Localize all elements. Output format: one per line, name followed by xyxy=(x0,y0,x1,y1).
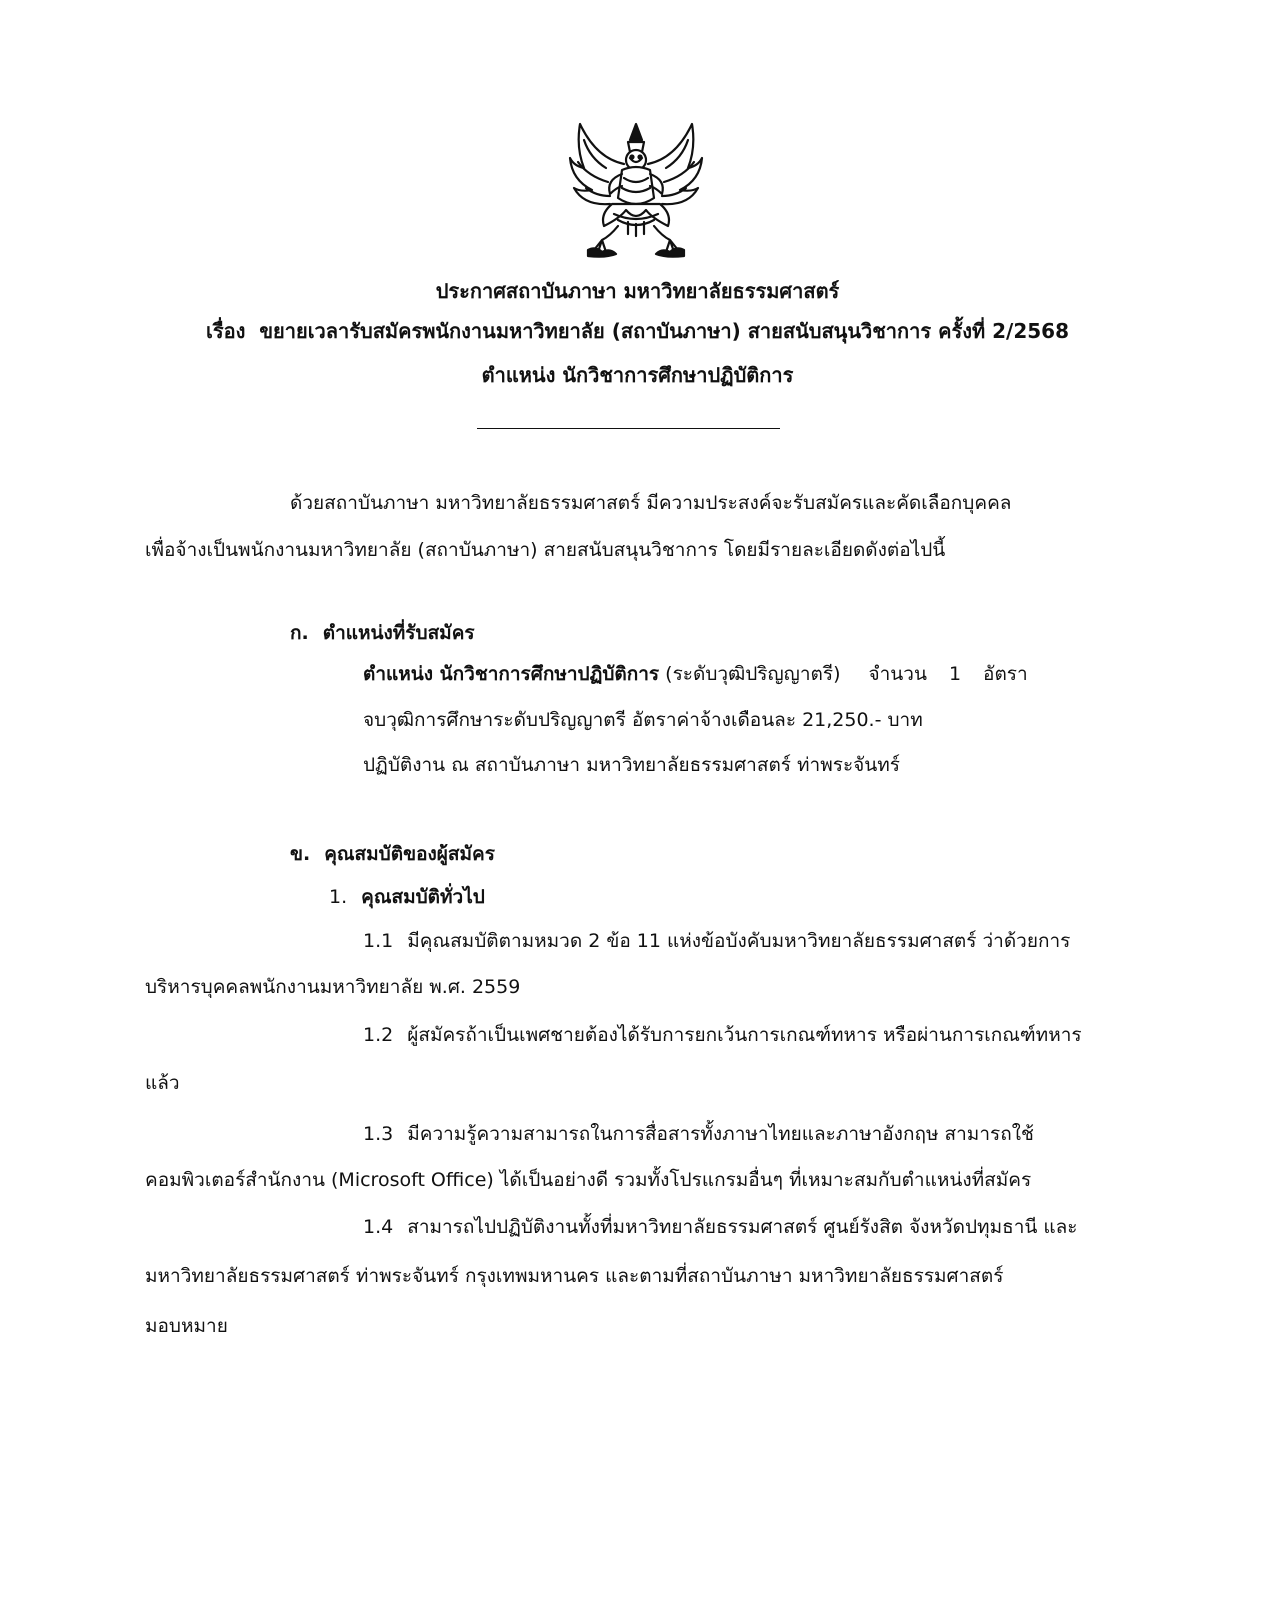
title-underline xyxy=(477,428,780,429)
section-a-education: จบวุฒิการศึกษาระดับปริญญาตรี อัตราค่าจ้างเดือนละ 21,250.- บาท xyxy=(363,709,923,731)
item-text: มีความรู้ความสามารถในการสื่อสารทั้งภาษาไทยและภาษาอังกฤษ สามารถใช้ xyxy=(407,1123,1034,1145)
item-text: ผู้สมัครถ้าเป็นเพศชายต้องได้รับการยกเว้นการเกณฑ์ทหาร หรือผ่านการเกณฑ์ทหาร xyxy=(407,1024,1082,1046)
announcement-title: ประกาศสถาบันภาษา มหาวิทยาลัยธรรมศาสตร์ xyxy=(435,279,840,303)
position-level: (ระดับวุฒิปริญญาตรี) xyxy=(665,663,841,685)
list-item-continuation: แล้ว xyxy=(145,1072,180,1094)
list-item-continuation: มอบหมาย xyxy=(145,1315,228,1337)
section-a-position-line xyxy=(363,661,1028,687)
subject-text: ขยายเวลารับสมัครพนักงานมหาวิทยาลัย (สถาบันภาษา) สายสนับสนุนวิชาการ ครั้งที่ 2/2568 xyxy=(259,319,1069,343)
section-b-heading xyxy=(290,841,495,867)
list-item xyxy=(363,928,1070,954)
announcement-position: ตำแหน่ง นักวิชาการศึกษาปฏิบัติการ xyxy=(481,363,794,387)
item-number: 1.4 xyxy=(363,1216,394,1238)
section-a-heading xyxy=(290,620,475,646)
item-text: มีคุณสมบัติตามหมวด 2 ข้อ 11 แห่งข้อบังคับมหาวิทยาลัยธรรมศาสตร์ ว่าด้วยการ xyxy=(407,930,1071,952)
position-title: ตำแหน่ง นักวิชาการศึกษาปฏิบัติการ xyxy=(363,663,660,685)
list-item-continuation: มหาวิทยาลัยธรรมศาสตร์ ท่าพระจันทร์ กรุงเทพมหานคร และตามที่สถาบันภาษา มหาวิทยาลัยธรรมศาสตร์ xyxy=(145,1265,1004,1287)
list-item xyxy=(363,1121,1034,1147)
list-item-continuation: คอมพิวเตอร์สำนักงาน (Microsoft Office) ได้เป็นอย่างดี รวมทั้งโปรแกรมอื่นๆ ที่เหมาะสมกับตำแหน่งที่สมัคร xyxy=(145,1169,1032,1191)
section-b-marker: ข. xyxy=(290,843,311,865)
subsection-number: 1. xyxy=(329,886,348,908)
intro-line-2: เพื่อจ้างเป็นพนักงานมหาวิทยาลัย (สถาบันภาษา) สายสนับสนุนวิชาการ โดยมีรายละเอียดดังต่อไปนี้ xyxy=(145,539,946,561)
item-number: 1.2 xyxy=(363,1024,394,1046)
count-value: 1 xyxy=(948,663,962,685)
subsection-1-heading xyxy=(329,884,485,910)
item-number: 1.3 xyxy=(363,1123,394,1145)
list-item xyxy=(363,1022,1082,1048)
section-b-title: คุณสมบัติของผู้สมัคร xyxy=(324,843,495,865)
section-a-marker: ก. xyxy=(290,622,309,644)
garuda-emblem-icon xyxy=(566,118,706,260)
announcement-subject xyxy=(0,318,1275,344)
item-number: 1.1 xyxy=(363,930,394,952)
count-label: จำนวน xyxy=(868,663,927,685)
item-text: สามารถไปปฏิบัติงานทั้งที่มหาวิทยาลัยธรรมศาสตร์ ศูนย์รังสิต จังหวัดปทุมธานี และ xyxy=(407,1216,1078,1238)
subsection-title: คุณสมบัติทั่วไป xyxy=(361,886,485,908)
count-unit: อัตรา xyxy=(983,663,1028,685)
subject-label: เรื่อง xyxy=(206,319,246,343)
list-item-continuation: บริหารบุคคลพนักงานมหาวิทยาลัย พ.ศ. 2559 xyxy=(145,976,521,998)
intro-line-1: ด้วยสถาบันภาษา มหาวิทยาลัยธรรมศาสตร์ มีความประสงค์จะรับสมัครและคัดเลือกบุคคล xyxy=(290,492,1012,514)
section-a-title: ตำแหน่งที่รับสมัคร xyxy=(322,622,475,644)
section-a-location: ปฏิบัติงาน ณ สถาบันภาษา มหาวิทยาลัยธรรมศาสตร์ ท่าพระจันทร์ xyxy=(363,754,901,776)
list-item xyxy=(363,1214,1078,1240)
